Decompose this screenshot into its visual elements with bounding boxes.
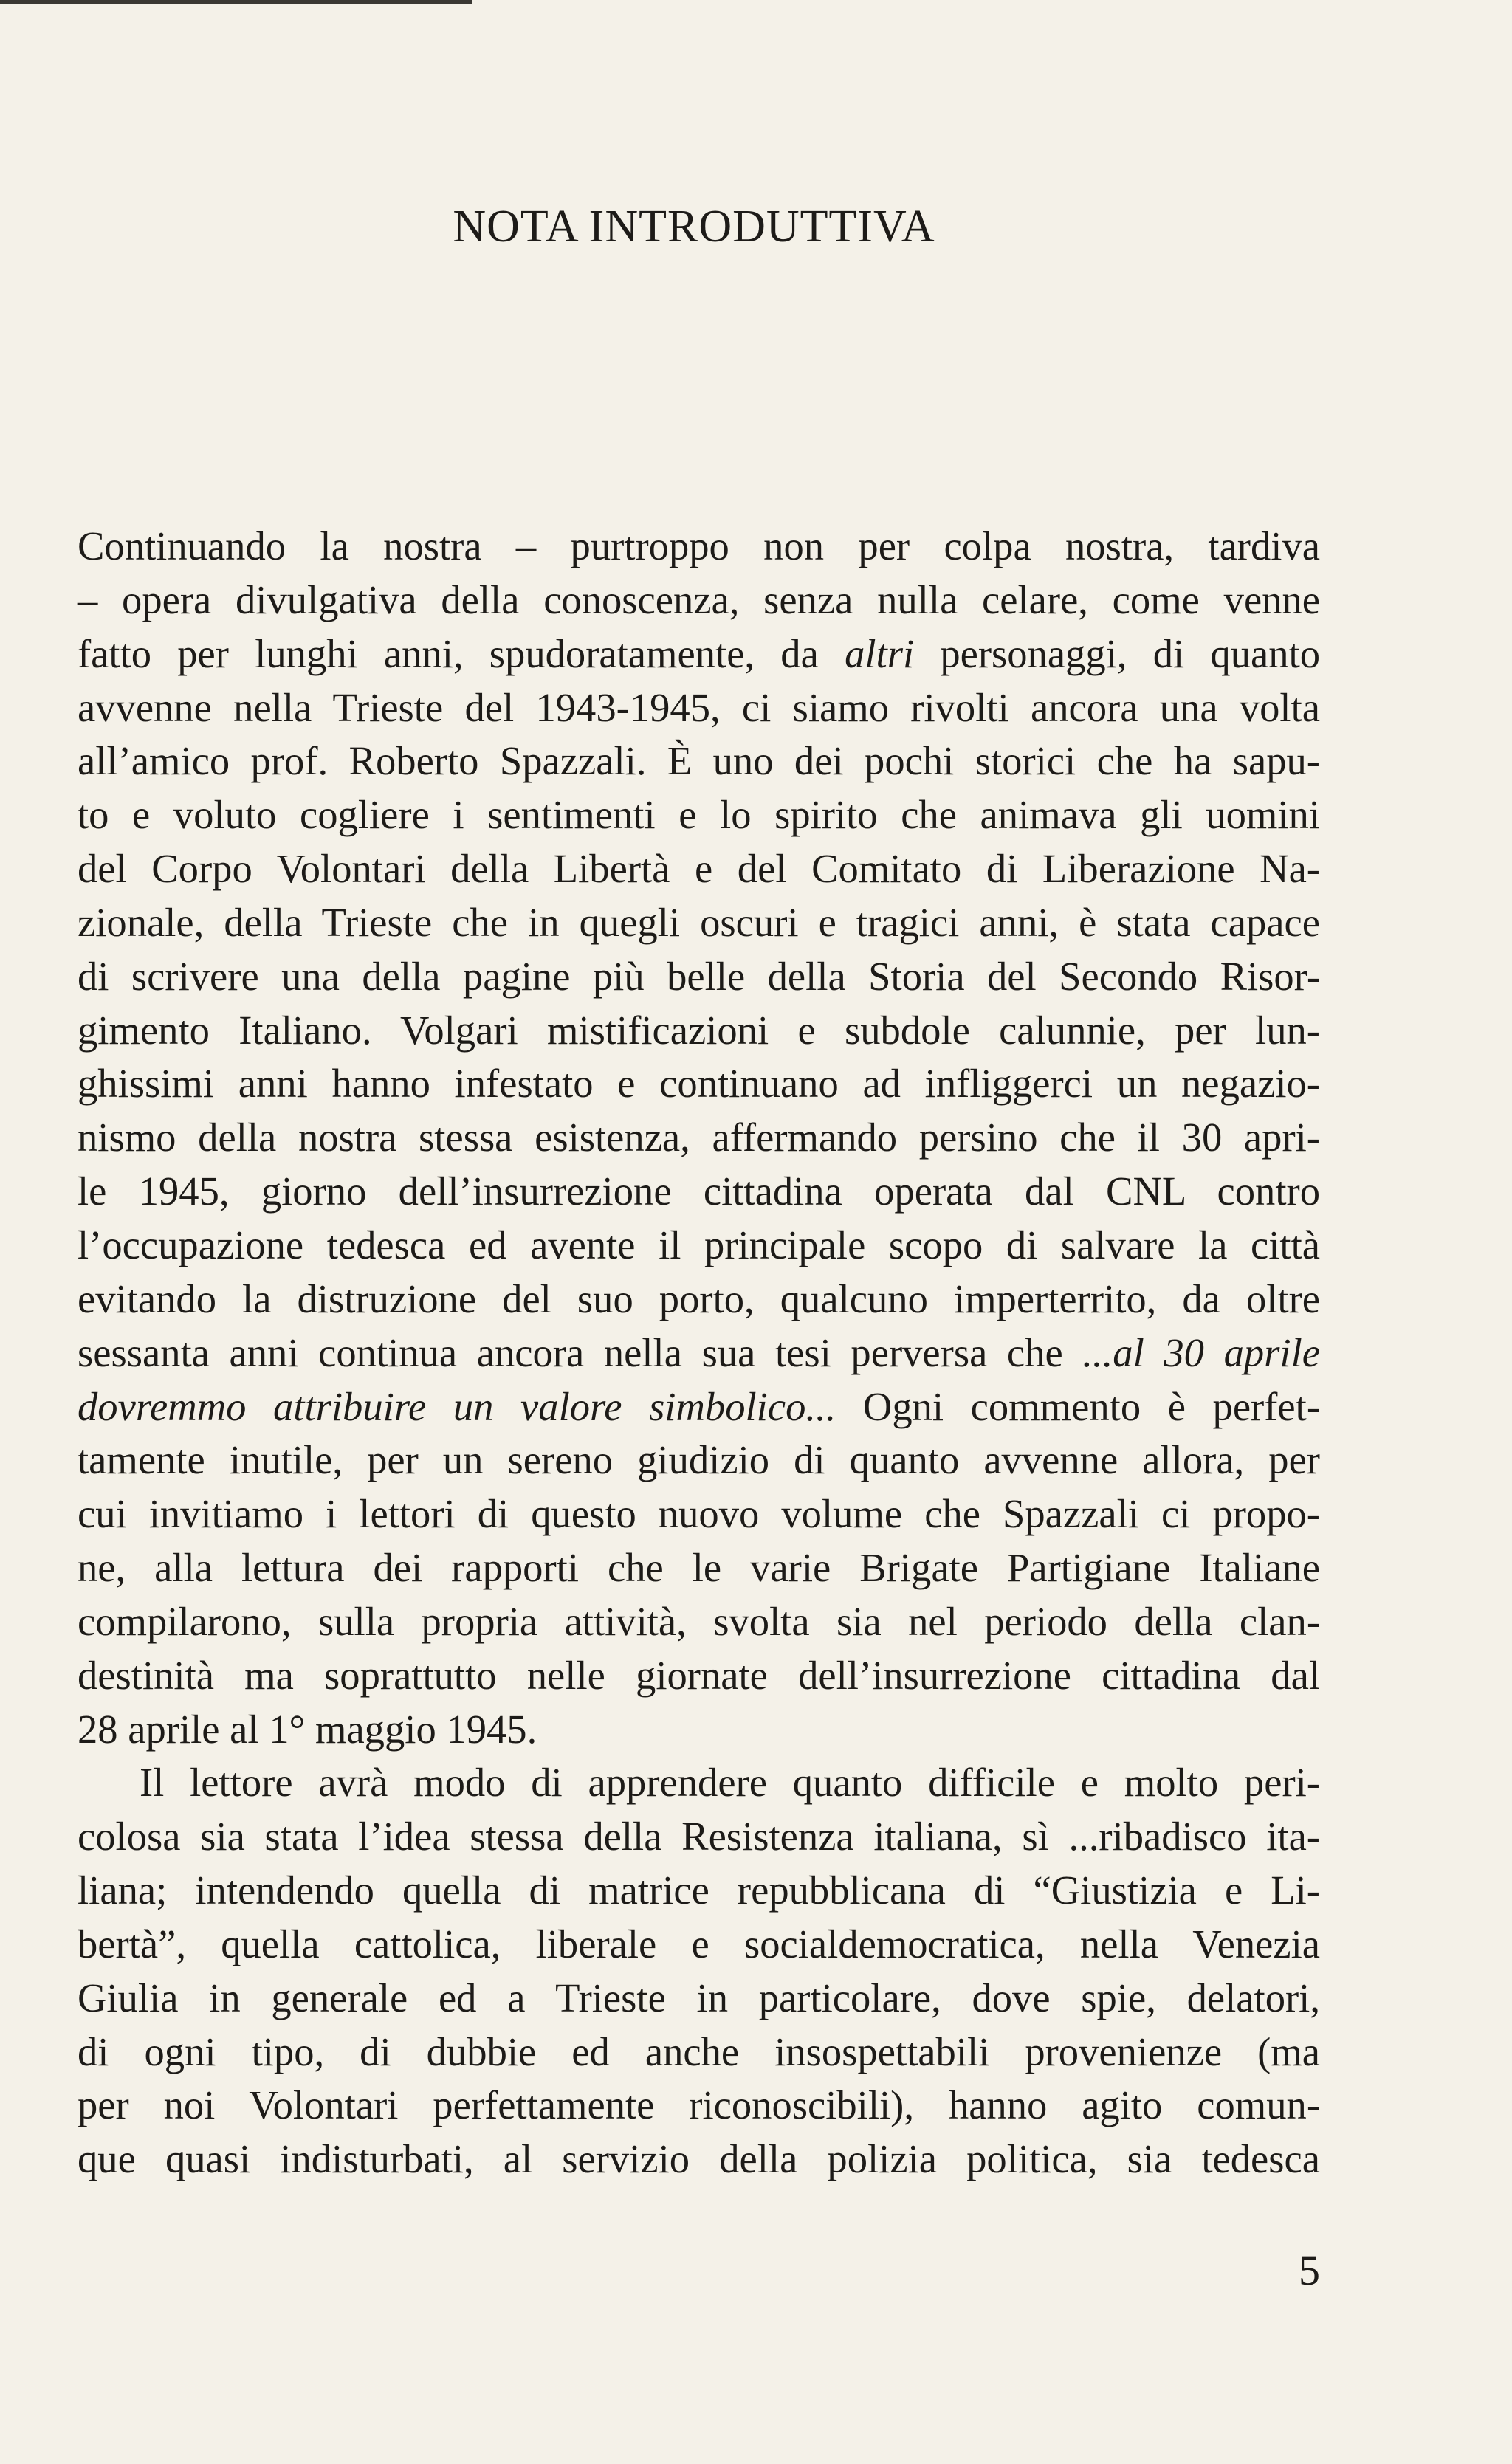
text-line	[78, 627, 1320, 681]
text-run: all’amico prof. Roberto Spazzali. È uno dei pochi storici che ha sapu-	[78, 738, 1320, 784]
text-line	[78, 1703, 1320, 1757]
italic-text-run: ...al 30 aprile	[1082, 1329, 1320, 1375]
body-text	[78, 520, 1320, 2186]
text-line	[78, 1595, 1320, 1649]
text-line	[78, 574, 1320, 627]
text-line	[78, 950, 1320, 1004]
text-run: Ogni commento è perfet-	[836, 1383, 1320, 1429]
text-line	[78, 1219, 1320, 1273]
text-run: compilarono, sulla propria attività, svolta sia nel periodo della clan-	[78, 1598, 1320, 1644]
scan-edge	[0, 0, 472, 4]
text-run: nismo della nostra stessa esistenza, affermando persino che il 30 apri-	[78, 1115, 1320, 1160]
text-line	[78, 681, 1320, 735]
text-run: avvenne nella Trieste del 1943-1945, ci siamo rivolti ancora una volta	[78, 684, 1320, 730]
text-run: gimento Italiano. Volgari mistificazioni e subdole calunnie, per lun-	[78, 1007, 1320, 1053]
text-line	[78, 896, 1320, 950]
text-line	[78, 1972, 1320, 2026]
text-line	[78, 1541, 1320, 1595]
page-number: 5	[1299, 2246, 1320, 2294]
paragraph	[78, 1756, 1320, 2186]
text-run: fatto per lunghi anni, spudoratamente, da	[78, 630, 845, 676]
paragraph	[78, 520, 1320, 1756]
text-run: zionale, della Trieste che in quegli oscuri e tragici anni, è stata capace	[78, 899, 1320, 945]
text-line	[78, 1864, 1320, 1918]
text-line	[78, 788, 1320, 842]
text-run: bertà”, quella cattolica, liberale e socialdemocratica, nella Venezia	[78, 1921, 1320, 1966]
text-line	[78, 1434, 1320, 1487]
text-line	[78, 1004, 1320, 1058]
text-line	[78, 842, 1320, 896]
text-line	[78, 1380, 1320, 1434]
text-run: l’occupazione tedesca ed avente il principale scopo di salvare la città	[78, 1222, 1320, 1267]
text-run: liana; intendendo quella di matrice repubblicana di “Giustizia e Li-	[78, 1868, 1320, 1913]
text-line	[78, 2133, 1320, 2186]
text-line	[78, 1756, 1320, 1810]
text-run: personaggi, di quanto	[914, 630, 1321, 676]
text-run: di scrivere una della pagine più belle della Storia del Secondo Risor-	[78, 953, 1320, 999]
text-line	[78, 1918, 1320, 1972]
text-run: evitando la distruzione del suo porto, qualcuno imperterrito, da oltre	[78, 1276, 1320, 1321]
text-line	[78, 1057, 1320, 1111]
text-run: tamente inutile, per un sereno giudizio di quanto avvenne allora, per	[78, 1437, 1320, 1483]
text-run: Il lettore avrà modo di apprendere quanto difficile e molto peri-	[140, 1760, 1320, 1806]
text-run: colosa sia stata l’idea stessa della Resistenza italiana, sì ...ribadisco ita-	[78, 1814, 1320, 1859]
text-line	[78, 520, 1320, 574]
text-run: per noi Volontari perfettamente riconoscibili), hanno agito comun-	[78, 2082, 1320, 2128]
text-line	[78, 1165, 1320, 1219]
text-run: Continuando la nostra – purtroppo non per colpa nostra, tardiva	[78, 523, 1320, 568]
text-run: sessanta anni continua ancora nella sua tesi perversa che	[78, 1329, 1083, 1375]
text-run: ghissimi anni hanno infestato e continuano ad infliggerci un negazio-	[78, 1061, 1320, 1107]
page-title: NOTA INTRODUTTIVA	[453, 202, 935, 252]
text-line	[78, 1810, 1320, 1864]
text-line	[78, 1649, 1320, 1703]
text-run: Giulia in generale ed a Trieste in particolare, dove spie, delatori,	[78, 1975, 1320, 2020]
text-run: ne, alla lettura dei rapporti che le varie Brigate Partigiane Italiane	[78, 1545, 1320, 1591]
text-run: del Corpo Volontari della Libertà e del Comitato di Liberazione Na-	[78, 846, 1320, 892]
text-line	[78, 1273, 1320, 1326]
text-run: le 1945, giorno dell’insurrezione cittadina operata dal CNL contro	[78, 1169, 1320, 1214]
text-line	[78, 734, 1320, 788]
text-run: to e voluto cogliere i sentimenti e lo spirito che animava gli uomini	[78, 792, 1320, 838]
text-run: – opera divulgativa della conoscenza, senza nulla celare, come venne	[78, 577, 1320, 622]
text-line	[78, 2079, 1320, 2133]
text-line	[78, 1111, 1320, 1165]
text-line	[78, 1487, 1320, 1541]
text-run: destinità ma soprattutto nelle giornate dell’insurrezione cittadina dal	[78, 1652, 1320, 1698]
text-line	[78, 2026, 1320, 2079]
italic-text-run: altri	[845, 630, 915, 676]
text-line	[78, 1326, 1320, 1380]
text-run: di ogni tipo, di dubbie ed anche insospettabili provenienze (ma	[78, 2028, 1320, 2074]
text-run: cui invitiamo i lettori di questo nuovo volume che Spazzali ci propo-	[78, 1491, 1320, 1537]
text-run: 28 aprile al 1° maggio 1945.	[78, 1706, 537, 1752]
text-run: que quasi indisturbati, al servizio della polizia politica, sia tedesca	[78, 2136, 1320, 2182]
italic-text-run: dovremmo attribuire un valore simbolico...	[78, 1383, 836, 1429]
